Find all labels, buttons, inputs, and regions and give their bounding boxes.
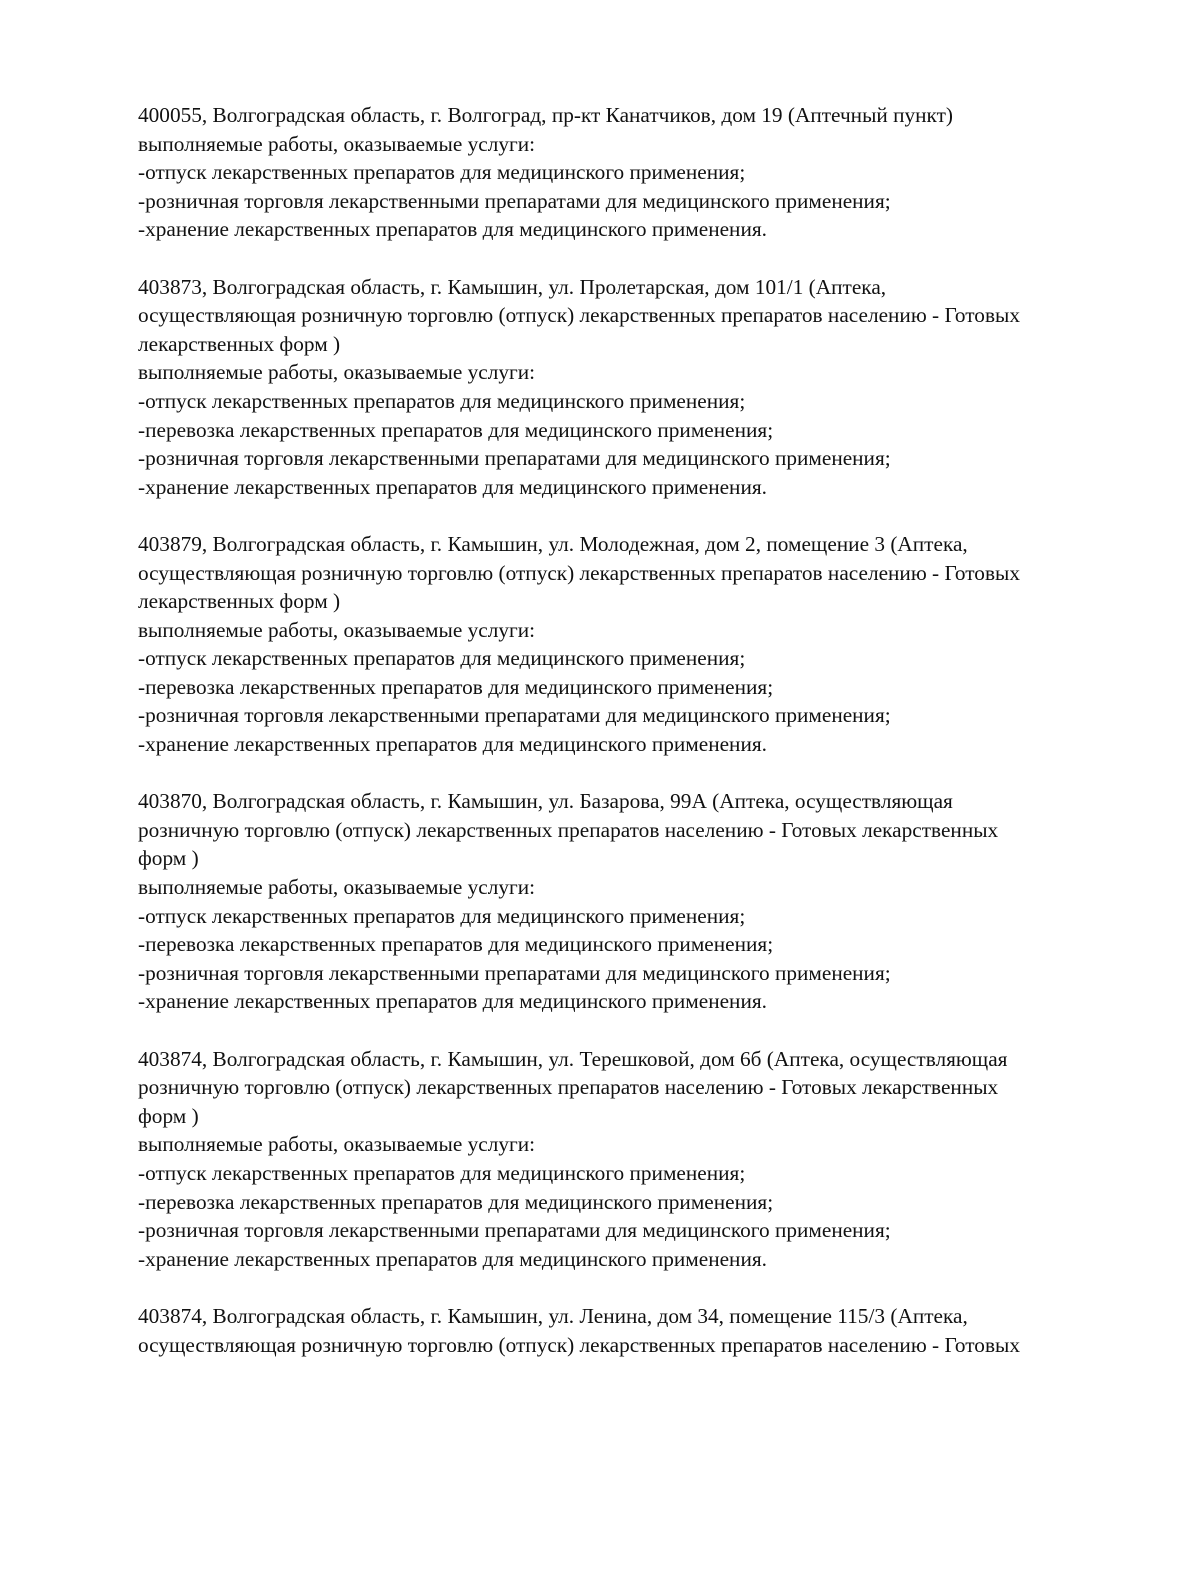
entry-address-line: лекарственных форм ) [138, 589, 341, 614]
license-entry [138, 101, 1128, 244]
entry-services-header: выполняемые работы, оказываемые услуги: [138, 875, 536, 900]
entry-address-line: форм ) [138, 846, 199, 871]
entry-service-item: -хранение лекарственных препаратов для медицинского применения. [138, 1246, 767, 1271]
entry-service-item: -перевозка лекарственных препаратов для медицинского применения; [138, 932, 774, 957]
license-entry [138, 1045, 1128, 1274]
entry-service-item: -розничная торговля лекарственными препаратами для медицинского применения; [138, 703, 891, 728]
entry-address-line: 403873, Волгоградская область, г. Камышин, ул. Пролетарская, дом 101/1 (Аптека, [138, 274, 887, 299]
entry-services-header: выполняемые работы, оказываемые услуги: [138, 1132, 536, 1157]
entry-service-item: -отпуск лекарственных препаратов для медицинского применения; [138, 1160, 746, 1185]
document-body [138, 101, 1128, 1388]
entry-services-header: выполняемые работы, оказываемые услуги: [138, 131, 536, 156]
entry-address-line: лекарственных форм ) [138, 331, 341, 356]
license-entry [138, 787, 1128, 1016]
entry-address-line: осуществляющая розничную торговлю (отпуск) лекарственных препаратов населению - Готовых [138, 1332, 1020, 1357]
entry-address-line: осуществляющая розничную торговлю (отпуск) лекарственных препаратов населению - Готовых [138, 303, 1020, 328]
entry-service-item: -хранение лекарственных препаратов для медицинского применения. [138, 732, 767, 757]
entry-address-line: 403879, Волгоградская область, г. Камышин, ул. Молодежная, дом 2, помещение 3 (Аптека, [138, 531, 968, 556]
entry-service-item: -отпуск лекарственных препаратов для медицинского применения; [138, 646, 746, 671]
entry-service-item: -отпуск лекарственных препаратов для медицинского применения; [138, 388, 746, 413]
license-entry [138, 530, 1128, 759]
entry-address-line: розничную торговлю (отпуск) лекарственных препаратов населению - Готовых лекарственных [138, 1075, 999, 1100]
entry-service-item: -хранение лекарственных препаратов для медицинского применения. [138, 989, 767, 1014]
entry-service-item: -перевозка лекарственных препаратов для медицинского применения; [138, 1189, 774, 1214]
entry-address-line: розничную торговлю (отпуск) лекарственных препаратов населению - Готовых лекарственных [138, 817, 999, 842]
entry-address-line: 403874, Волгоградская область, г. Камышин, ул. Ленина, дом 34, помещение 115/3 (Аптека, [138, 1303, 968, 1328]
entry-services-header: выполняемые работы, оказываемые услуги: [138, 360, 536, 385]
entry-address-line: осуществляющая розничную торговлю (отпуск) лекарственных препаратов населению - Готовых [138, 560, 1020, 585]
entry-service-item: -перевозка лекарственных препаратов для медицинского применения; [138, 674, 774, 699]
entry-address-line: 400055, Волгоградская область, г. Волгоград, пр-кт Канатчиков, дом 19 (Аптечный пункт) [138, 103, 954, 127]
entry-service-item: -отпуск лекарственных препаратов для медицинского применения; [138, 903, 746, 928]
entry-service-item: -розничная торговля лекарственными препаратами для медицинского применения; [138, 960, 891, 985]
entry-address-line: 403874, Волгоградская область, г. Камышин, ул. Терешковой, дом 6б (Аптека, осуществляющая [138, 1046, 1008, 1071]
entry-service-item: -розничная торговля лекарственными препаратами для медицинского применения; [138, 446, 891, 471]
entry-service-item: -хранение лекарственных препаратов для медицинского применения. [138, 474, 767, 499]
entry-address-line: форм ) [138, 1103, 199, 1128]
license-entry [138, 1302, 1128, 1359]
entry-service-item: -перевозка лекарственных препаратов для медицинского применения; [138, 417, 774, 442]
entry-service-item: -отпуск лекарственных препаратов для медицинского применения; [138, 160, 746, 185]
entry-service-item: -розничная торговля лекарственными препаратами для медицинского применения; [138, 1218, 891, 1243]
entry-service-item: -розничная торговля лекарственными препаратами для медицинского применения; [138, 188, 891, 213]
license-entry [138, 273, 1128, 502]
entry-address-line: 403870, Волгоградская область, г. Камышин, ул. Базарова, 99А (Аптека, осуществляющая [138, 789, 953, 814]
entry-service-item: -хранение лекарственных препаратов для медицинского применения. [138, 217, 767, 242]
entry-services-header: выполняемые работы, оказываемые услуги: [138, 617, 536, 642]
